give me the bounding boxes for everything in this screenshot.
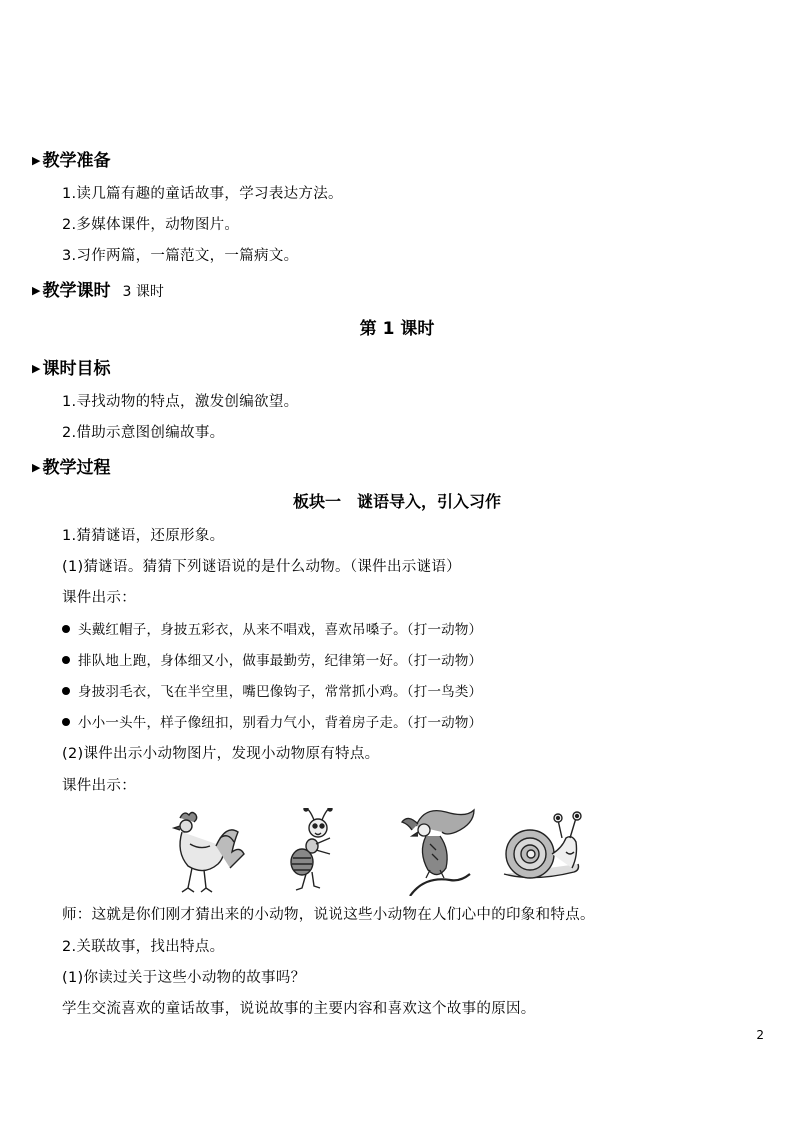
snail-icon [504,812,581,878]
teacher-line: 师：这就是你们刚才猜出来的小动物，说说这些小动物在人们心中的印象和特点。 [62,907,595,923]
riddle-item: 身披羽毛衣，飞在半空里，嘴巴像钩子，常常抓小鸡。（打一鸟类） [62,680,482,700]
step-1: 1.猜猜谜语，还原形象。 [62,528,225,544]
eagle-icon [402,810,474,896]
section-heading-hours: ▶ 教学课时 3 课时 [32,281,164,301]
student-line: 学生交流喜欢的童话故事，说说故事的主要内容和喜欢这个故事的原因。 [62,1001,536,1017]
courseware-label-1: 课件出示： [62,590,136,606]
prep-item-1: 1.读几篇有趣的童话故事，学习表达方法。 [62,186,343,202]
animal-pictures [160,808,590,896]
lesson-title: 第 1 课时 [359,319,435,339]
section-heading-prep: ▶ 教学准备 [32,151,111,171]
triangle-marker-icon: ▶ [32,154,41,167]
bullet-icon [62,656,70,664]
step-2-1: (1)你读过关于这些小动物的故事吗？ [62,970,306,986]
page-number: 2 [756,1028,764,1042]
goal-item-1: 1.寻找动物的特点，激发创编欲望。 [62,394,299,410]
bullet-icon [62,718,70,726]
prep-item-2: 2.多媒体课件，动物图片。 [62,217,240,233]
prep-item-3: 3.习作两篇，一篇范文，一篇病文。 [62,248,299,264]
courseware-label-2: 课件出示： [62,778,136,794]
block-title: 板块一 谜语导入，引入习作 [292,492,501,511]
triangle-marker-icon: ▶ [32,461,41,474]
riddle-item: 小小一头牛，样子像纽扣，别看力气小，背着房子走。（打一动物） [62,711,482,731]
bullet-icon [62,687,70,695]
rooster-icon [174,813,244,893]
triangle-marker-icon: ▶ [32,284,41,297]
bullet-icon [62,625,70,633]
step-2: 2.关联故事，找出特点。 [62,939,225,955]
triangle-marker-icon: ▶ [32,362,41,375]
hours-value: 3 课时 [122,284,164,300]
riddle-item: 头戴红帽子，身披五彩衣，从来不唱戏，喜欢吊嗓子。（打一动物） [62,618,482,638]
step-1-2: (2)课件出示小动物图片，发现小动物原有特点。 [62,746,380,762]
goal-item-2: 2.借助示意图创编故事。 [62,425,225,441]
riddle-item: 排队地上跑，身体细又小，做事最勤劳，纪律第一好。（打一动物） [62,649,482,669]
section-heading-goals: ▶ 课时目标 [32,359,111,379]
section-heading-process: ▶ 教学过程 [32,458,111,478]
ant-icon [291,808,332,890]
step-1-1: (1)猜谜语。猜猜下列谜语说的是什么动物。（课件出示谜语） [62,559,461,575]
